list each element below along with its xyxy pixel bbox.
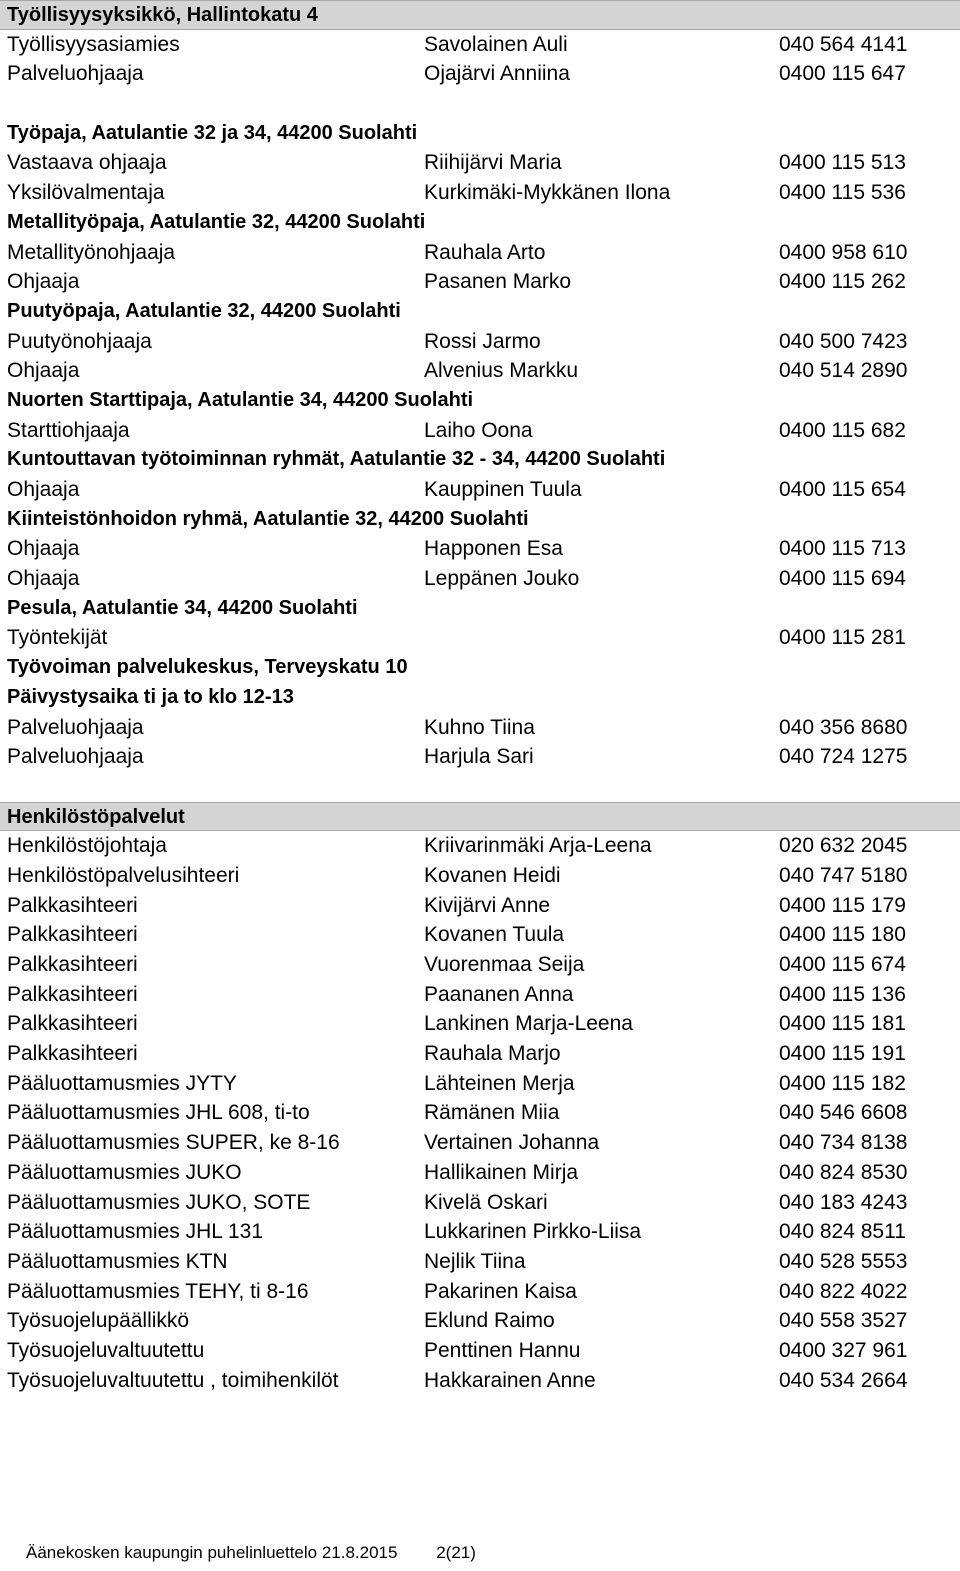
contact-name: Kuhno Tiina	[424, 715, 535, 739]
contact-row	[0, 1158, 960, 1188]
contact-phone: 040 514 2890	[779, 359, 908, 383]
section-title: Kuntouttavan työtoiminnan ryhmät, Aatulantie 32 - 34, 44200 Suolahti	[7, 448, 666, 471]
contact-title: Henkilöstöpalvelusihteeri	[7, 863, 240, 887]
contact-title: Vastaava ohjaaja	[7, 151, 167, 175]
contact-phone: 040 534 2664	[779, 1368, 908, 1392]
contact-name: Rämänen Miia	[424, 1101, 560, 1125]
contact-title: Työllisyysasiamies	[7, 32, 180, 56]
contact-title: Pääluottamusmies JHL 131	[7, 1220, 264, 1244]
contact-name: Hallikainen Mirja	[424, 1160, 579, 1184]
contact-name: Rossi Jarmo	[424, 329, 541, 353]
contact-name: Harjula Sari	[424, 745, 534, 769]
contact-phone: 040 734 8138	[779, 1131, 908, 1155]
contact-phone: 0400 115 191	[779, 1042, 906, 1066]
section-header	[0, 208, 960, 238]
section-header	[0, 445, 960, 475]
contact-phone: 040 546 6608	[779, 1101, 908, 1125]
contact-title: Pääluottamusmies JYTY	[7, 1071, 237, 1095]
contact-title: Työsuojeluvaltuutettu , toimihenkilöt	[7, 1368, 339, 1392]
contact-name: Leppänen Jouko	[424, 567, 580, 591]
section-title: Pesula, Aatulantie 34, 44200 Suolahti	[7, 596, 358, 619]
contact-title: Ohjaaja	[7, 567, 80, 591]
contact-phone: 0400 115 180	[779, 923, 906, 947]
contact-name: Kauppinen Tuula	[424, 478, 582, 501]
contact-title: Työntekijät	[7, 626, 108, 650]
contact-phone: 040 822 4022	[779, 1279, 908, 1303]
contact-row	[0, 1188, 960, 1218]
contact-row	[0, 1098, 960, 1128]
contact-phone: 0400 327 961	[779, 1338, 908, 1362]
section-title: Puutyöpaja, Aatulantie 32, 44200 Suolahti	[7, 299, 401, 322]
contact-name: Alvenius Markku	[424, 359, 579, 383]
contact-name: Kriivarinmäki Arja-Leena	[424, 834, 652, 858]
contact-title: Henkilöstöjohtaja	[7, 834, 167, 858]
contact-row	[0, 1009, 960, 1039]
contact-row	[0, 238, 960, 268]
contact-row	[0, 534, 960, 564]
contact-name: Rauhala Marjo	[424, 1042, 561, 1066]
contact-row	[0, 564, 960, 594]
contact-name: Kurkimäki-Mykkänen Ilona	[424, 181, 671, 205]
contact-name: Lähteinen Merja	[424, 1071, 575, 1095]
section-header	[0, 802, 960, 832]
contact-row	[0, 416, 960, 446]
contact-row	[0, 623, 960, 653]
contact-name: Pasanen Marko	[424, 270, 572, 294]
contact-row	[0, 1366, 960, 1396]
section-title: Henkilöstöpalvelut	[7, 805, 185, 828]
section-header	[0, 0, 960, 30]
section-title: Nuorten Starttipaja, Aatulantie 34, 44200 Suolahti	[7, 388, 474, 411]
section-title: Metallityöpaja, Aatulantie 32, 44200 Suolahti	[7, 210, 426, 233]
contact-name: Kovanen Heidi	[424, 863, 561, 887]
contact-row	[0, 742, 960, 772]
contact-row	[0, 30, 960, 60]
contact-name: Rauhala Arto	[424, 240, 546, 264]
contact-phone: 0400 115 181	[779, 1012, 906, 1036]
contact-title: Palkkasihteeri	[7, 1042, 138, 1066]
contact-row	[0, 356, 960, 386]
contact-phone: 0400 115 281	[779, 626, 906, 650]
contact-name: Lukkarinen Pirkko-Liisa	[424, 1220, 642, 1244]
contact-title: Pääluottamusmies JUKO, SOTE	[7, 1190, 311, 1214]
contact-row	[0, 980, 960, 1010]
contact-name: Kivijärvi Anne	[424, 893, 551, 917]
contact-title: Palveluohjaaja	[7, 62, 144, 86]
contact-name: Riihijärvi Maria	[424, 151, 562, 175]
contact-name: Paananen Anna	[424, 982, 574, 1006]
section-header	[0, 297, 960, 327]
contact-row	[0, 831, 960, 861]
contact-row	[0, 891, 960, 921]
contact-title: Työsuojelupäällikkö	[7, 1309, 190, 1333]
contact-name: Laiho Oona	[424, 418, 533, 442]
contact-row	[0, 1306, 960, 1336]
contact-phone: 0400 115 647	[779, 62, 906, 86]
contact-title: Pääluottamusmies SUPER, ke 8-16	[7, 1131, 340, 1155]
contact-row	[0, 713, 960, 743]
contact-phone: 0400 115 182	[779, 1071, 906, 1095]
section-title: Kiinteistönhoidon ryhmä, Aatulantie 32, 44200 Suolahti	[7, 507, 529, 530]
contact-phone: 0400 115 694	[779, 567, 906, 591]
contact-name: Kivelä Oskari	[424, 1190, 548, 1214]
contact-phone: 0400 958 610	[779, 240, 908, 264]
contact-title: Palkkasihteeri	[7, 923, 138, 947]
contact-name: Vuorenmaa Seija	[424, 953, 585, 976]
contact-title: Pääluottamusmies TEHY, ti 8-16	[7, 1279, 309, 1303]
contact-name: Hakkarainen Anne	[424, 1368, 596, 1392]
contact-row	[0, 475, 960, 505]
contact-phone: 040 528 5553	[779, 1249, 908, 1273]
section-header	[0, 505, 960, 535]
contact-row	[0, 59, 960, 89]
contact-title: Ohjaaja	[7, 478, 80, 501]
contact-phone: 0400 115 513	[779, 151, 906, 175]
contact-title: Palkkasihteeri	[7, 953, 138, 976]
contact-phone: 0400 115 713	[779, 537, 906, 561]
contact-name: Penttinen Hannu	[424, 1338, 581, 1362]
spacer	[0, 89, 960, 119]
section-title: Työvoiman palvelukeskus, Terveyskatu 10	[7, 656, 408, 679]
contact-phone: 040 500 7423	[779, 329, 908, 353]
contact-phone: 0400 115 179	[779, 893, 906, 917]
contact-phone: 0400 115 262	[779, 270, 906, 294]
contact-phone: 040 724 1275	[779, 745, 908, 769]
contact-phone: 040 747 5180	[779, 863, 908, 887]
contact-title: Palveluohjaaja	[7, 715, 144, 739]
contact-row	[0, 1336, 960, 1366]
contact-phone: 0400 115 682	[779, 418, 906, 442]
contact-title: Pääluottamusmies JUKO	[7, 1160, 242, 1184]
contact-row	[0, 1069, 960, 1099]
contact-phone: 020 632 2045	[779, 834, 908, 858]
contact-name: Lankinen Marja-Leena	[424, 1012, 633, 1036]
contact-row	[0, 1247, 960, 1277]
contact-row	[0, 861, 960, 891]
contact-name: Nejlik Tiina	[424, 1249, 526, 1273]
contact-title: Pääluottamusmies JHL 608, ti-to	[7, 1101, 310, 1125]
page-number: 2(21)	[436, 1543, 476, 1562]
contact-name: Ojajärvi Anniina	[424, 62, 570, 86]
contact-title: Palkkasihteeri	[7, 1012, 138, 1036]
contact-title: Ohjaaja	[7, 359, 80, 383]
contact-row	[0, 1217, 960, 1247]
contact-title: Palveluohjaaja	[7, 745, 144, 769]
contact-phone: 0400 115 536	[779, 181, 906, 205]
section-title: Työpaja, Aatulantie 32 ja 34, 44200 Suolahti	[7, 121, 418, 144]
contact-phone: 0400 115 136	[779, 982, 906, 1006]
contact-name: Eklund Raimo	[424, 1309, 555, 1333]
section-header	[0, 653, 960, 683]
contact-row	[0, 920, 960, 950]
contact-phone: 0400 115 654	[779, 478, 906, 501]
contact-phone: 040 558 3527	[779, 1309, 908, 1333]
contact-title: Puutyönohjaaja	[7, 329, 152, 353]
section-title: Työllisyysyksikkö, Hallintokatu 4	[7, 4, 318, 26]
contact-phone: 040 824 8530	[779, 1160, 908, 1184]
contact-row	[0, 267, 960, 297]
contact-row	[0, 950, 960, 980]
contact-name: Savolainen Auli	[424, 32, 568, 56]
contact-name: Pakarinen Kaisa	[424, 1279, 577, 1303]
contact-title: Yksilövalmentaja	[7, 181, 165, 205]
contact-phone: 040 356 8680	[779, 715, 908, 739]
contact-title: Starttiohjaaja	[7, 418, 130, 442]
section-header	[0, 386, 960, 416]
contact-title: Ohjaaja	[7, 537, 80, 561]
contact-row	[0, 1277, 960, 1307]
contact-row	[0, 178, 960, 208]
contact-title: Palkkasihteeri	[7, 893, 138, 917]
section-header	[0, 119, 960, 149]
contact-title: Ohjaaja	[7, 270, 80, 294]
contact-row	[0, 1039, 960, 1069]
contact-title: Palkkasihteeri	[7, 982, 138, 1006]
contact-phone: 040 564 4141	[779, 32, 908, 56]
contact-name: Happonen Esa	[424, 537, 563, 561]
section-header	[0, 594, 960, 624]
page-footer	[26, 1543, 476, 1563]
section-subheader	[0, 683, 960, 713]
contact-row	[0, 327, 960, 357]
spacer	[0, 772, 960, 802]
contact-phone: 040 824 8511	[779, 1220, 906, 1244]
contact-title: Metallityönohjaaja	[7, 240, 176, 264]
footer-title: Äänekosken kaupungin puhelinluettelo 21.8.2015	[26, 1543, 398, 1562]
contact-title: Pääluottamusmies KTN	[7, 1249, 228, 1273]
section-subtitle: Päivystysaika ti ja to klo 12-13	[7, 685, 294, 708]
contact-row	[0, 1128, 960, 1158]
contact-title: Työsuojeluvaltuutettu	[7, 1338, 205, 1362]
contact-phone: 0400 115 674	[779, 953, 906, 976]
contact-row	[0, 148, 960, 178]
contact-name: Kovanen Tuula	[424, 923, 565, 947]
contact-name: Vertainen Johanna	[424, 1131, 600, 1155]
contact-phone: 040 183 4243	[779, 1190, 908, 1214]
